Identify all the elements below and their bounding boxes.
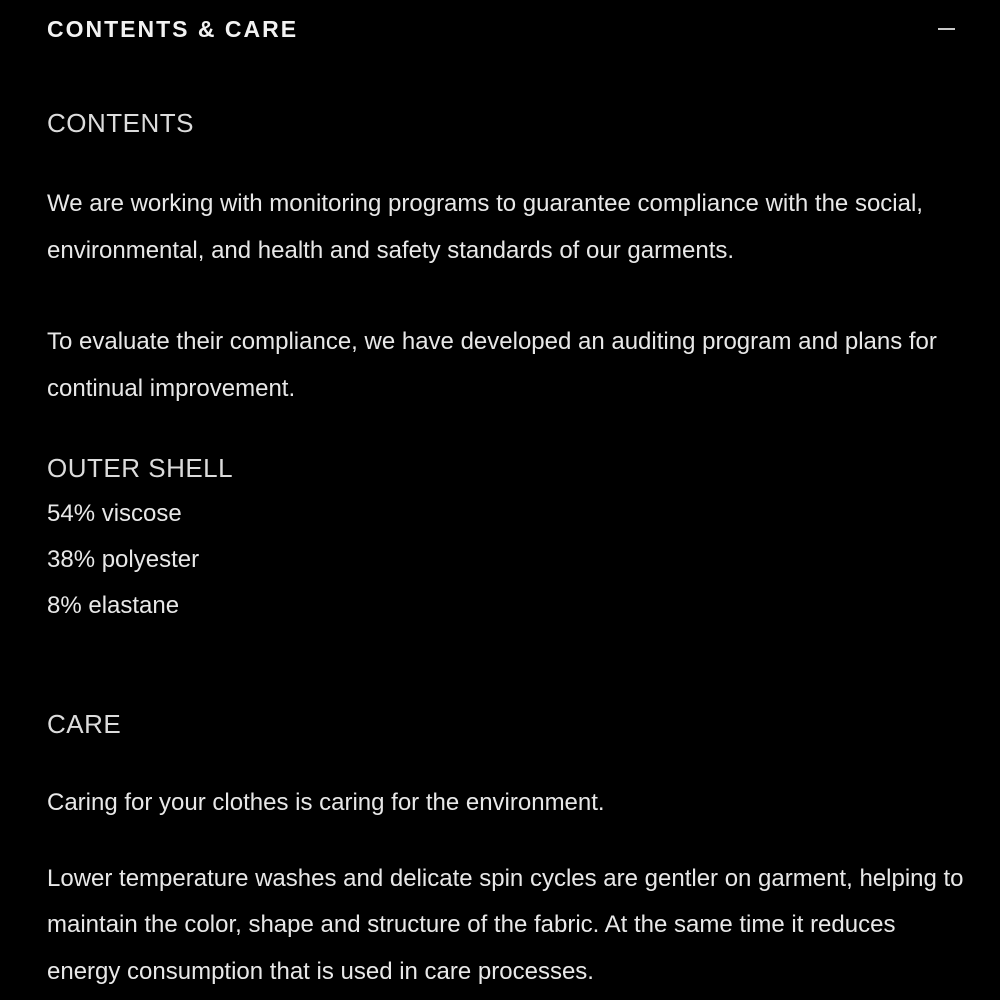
care-section [47,701,967,995]
contents-paragraph-auditing: To evaluate their compliance, we have developed an auditing program and plans for continual improvement. [47,328,937,402]
care-paragraph-caring: Caring for your clothes is caring for the environment. [47,789,605,816]
composition-item-elastane: 8% elastane [47,592,180,619]
minus-icon [938,28,955,30]
contents-paragraph-monitoring: We are working with monitoring programs to guarantee compliance with the social, environmental, and health and safety standards of our garments. [47,190,923,264]
accordion-header-contents-care[interactable] [47,0,967,44]
composition-item-viscose: 54% viscose [47,500,182,527]
contents-section [47,100,967,629]
composition-part-label: OUTER SHELL [47,453,234,483]
composition-list [47,445,967,629]
collapse-button[interactable] [934,17,958,41]
accordion-title: CONTENTS & CARE [47,16,299,42]
care-section-label: CARE [47,709,122,739]
composition-item-polyester: 38% polyester [47,546,200,573]
care-paragraph-washing: Lower temperature washes and delicate spin cycles are gentler on garment, helping to maintain the color, shape and structure of the fabric. At the same time it reduces energy consumption that is used in care processes. [47,864,964,985]
contents-section-label: CONTENTS [47,108,194,138]
